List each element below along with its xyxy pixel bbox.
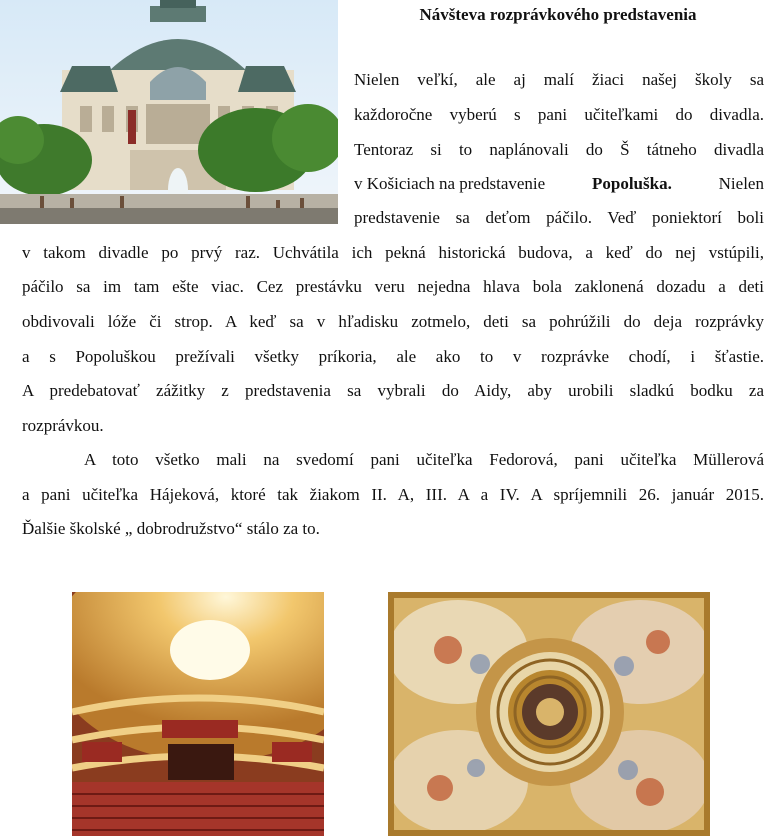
- text-line: a pani učiteľka Hájeková, ktoré tak žiakom II. A, III. A a IV. A spríjemnili 26. január 2015.: [22, 485, 764, 504]
- text-fragment: Nielen: [718, 174, 764, 193]
- text-line: predstavenie sa deťom páčilo. Veď poniektorí boli: [354, 208, 764, 227]
- theatre-ceiling-photo: [388, 592, 710, 836]
- text-line: páčilo sa im tam ešte viac. Cez prestávku veru nejedna hlava bola zaklonená dozadu a deti: [22, 277, 764, 296]
- text-line: Tentoraz si to naplánovali do Š tátneho divadla: [354, 140, 764, 159]
- text-line: A predebatovať zážitky z predstavenia sa vybrali do Aidy, aby urobili sladkú bodku za: [22, 381, 764, 400]
- text-line-with-bold: [354, 166, 764, 201]
- play-name: Popoluška.: [592, 174, 672, 193]
- text-line: obdivovali lóže či strop. A keď sa v hľadisku zotmelo, deti sa pohrúžili do deja rozprávky: [22, 312, 764, 331]
- text-line: každoročne vyberú s pani učiteľkami do divadla.: [354, 105, 764, 124]
- theatre-building-photo: [0, 0, 338, 224]
- text-fragment: v Košiciach na predstavenie: [354, 174, 546, 193]
- text-line: a s Popoluškou prežívali všetky príkoria, ale ako to v rozprávke chodí, i šťastie.: [22, 347, 764, 366]
- text-line: Nielen veľkí, ale aj malí žiaci našej školy sa: [354, 70, 764, 89]
- text-line: rozprávkou.: [22, 416, 104, 435]
- theatre-interior-photo: [72, 592, 324, 836]
- article-title: Návšteva rozprávkového predstavenia: [419, 5, 697, 24]
- text-line: v takom divadle po prvý raz. Uchvátila ich pekná historická budova, a keď do nej vstúpili,: [22, 243, 764, 262]
- text-line: A toto všetko mali na svedomí pani učiteľka Fedorová, pani učiteľka Müllerová: [84, 450, 764, 469]
- text-line: Ďalšie školské „ dobrodružstvo“ stálo za to.: [22, 519, 320, 538]
